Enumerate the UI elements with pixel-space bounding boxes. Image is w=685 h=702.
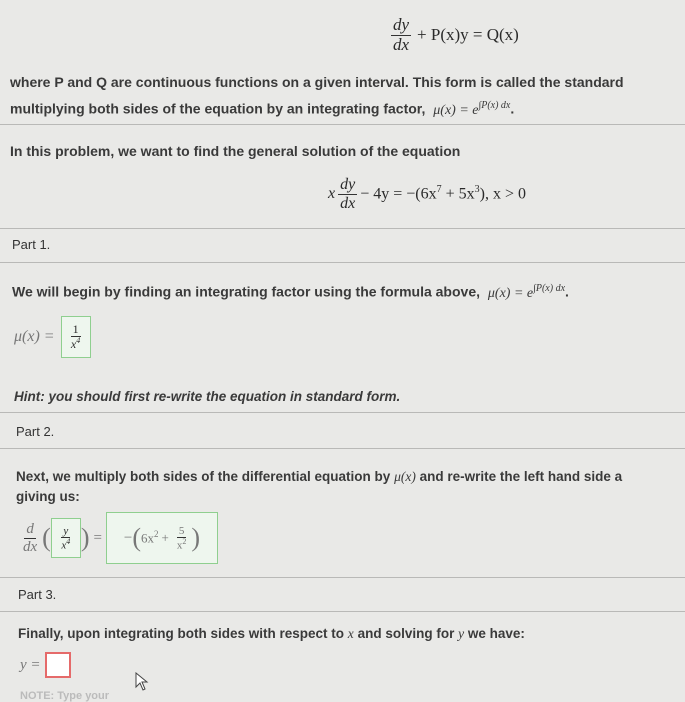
part2-text-2: giving us: [16, 489, 80, 504]
d-dx-text: dx [23, 538, 38, 555]
power-7: 7 [436, 184, 442, 196]
inner-numerator: y [63, 524, 69, 537]
part2-equation [18, 512, 218, 564]
part1-text: We will begin by finding an integrating factor using the formula above, $\mu(x) = e^{\int P(x) dx}$. [12, 283, 569, 301]
dy-text: dy [393, 15, 410, 34]
part1-heading: Part 1. [12, 237, 51, 252]
divider [0, 262, 685, 263]
rhs-frac-num: 5 [178, 524, 185, 537]
part1-answer-row [14, 316, 91, 358]
problem-dy-dx [338, 176, 357, 212]
open-paren: ( [42, 523, 51, 552]
inner-fraction [59, 525, 72, 552]
part1-mu-formula: μ(x) = e [487, 285, 534, 301]
part3-text-b: and solving for [357, 626, 455, 641]
intro-equation [388, 16, 519, 54]
mu-label: μ(x) = [14, 328, 55, 345]
part3-note: NOTE: Type your [20, 690, 110, 702]
problem-plus: + 5x [441, 185, 475, 203]
var-x: x [347, 626, 354, 641]
rhs-minus: − [123, 529, 133, 546]
d-text: d [26, 521, 34, 537]
divider [0, 228, 685, 229]
divider [0, 577, 685, 578]
part3-text-a: Finally, upon integrating both sides with respect to [18, 626, 345, 641]
problem-equation [328, 176, 526, 212]
rhs-plus: + [161, 530, 169, 545]
rhs-fraction [175, 525, 189, 552]
intro-line-1: where P and Q are continuous functions on a given interval. This form is called the standard [10, 74, 624, 90]
part2-text1b: and re-write the left hand side a [419, 469, 623, 484]
rhs-frac-den: x [176, 539, 183, 552]
rhs-close-paren: ) [191, 523, 201, 552]
part1-mu-exponent: ∫P(x) dx [533, 283, 566, 294]
x-coefficient: x [328, 185, 336, 203]
problem-text: In this problem, we want to find the general solution of the equation [10, 143, 461, 159]
divider [0, 611, 685, 612]
mu-formula: μ(x) = e [433, 102, 479, 118]
dy-dx-fraction [391, 16, 411, 54]
intro-line-2: multiplying both sides of the equation by an integrating factor, $\mu(x) = e^{\int P(x) dx}$. [10, 100, 515, 118]
mu-answer-box[interactable] [61, 316, 91, 358]
part2-mu: μ(x) [394, 469, 416, 484]
part3-text-c: we have: [467, 626, 525, 641]
part3-heading: Part 3. [18, 587, 57, 602]
d-dx-fraction [21, 521, 39, 555]
part1-text-content: We will begin by finding an integrating factor using the formula above, [12, 283, 480, 300]
mouse-cursor-icon [135, 672, 151, 697]
part3-text [18, 624, 525, 644]
equals-sign: = [93, 529, 102, 546]
mu-answer-denominator: x [70, 337, 77, 351]
rhs-answer-box[interactable] [106, 512, 218, 564]
mu-answer-fraction [69, 323, 82, 351]
part2-text-1 [16, 467, 622, 487]
rhs-term-text: 6x [141, 530, 155, 546]
part1-hint: Hint: you should first re-write the equation in standard form. [14, 389, 401, 404]
divider [0, 412, 685, 413]
equation-rest: + P(x)y = Q(x) [417, 25, 519, 45]
mu-answer-numerator: 1 [72, 321, 79, 336]
rhs-frac-power: 2 [182, 536, 187, 546]
problem-tail: ), x > 0 [479, 185, 527, 203]
y-answer-input[interactable] [45, 652, 71, 678]
problem-rhs [360, 184, 526, 203]
divider [0, 448, 685, 449]
inner-denominator: x [61, 539, 67, 552]
y-label: y = [20, 656, 41, 673]
var-y: y [458, 626, 465, 641]
inner-answer-box[interactable] [51, 518, 81, 558]
divider [0, 124, 685, 125]
mu-answer-power: 4 [76, 336, 81, 345]
problem-middle: − 4y = −(6x [360, 185, 437, 203]
dx-text: dx [393, 34, 410, 54]
inner-power: 4 [66, 536, 71, 546]
mu-exponent: ∫P(x) dx [478, 100, 511, 111]
rhs-power: 2 [154, 529, 159, 540]
close-paren: ) [80, 523, 90, 552]
power-3: 3 [474, 184, 480, 196]
rhs-term [141, 529, 159, 546]
part2-text1: Next, we multiply both sides of the differential equation by [16, 469, 391, 484]
part3-answer-row [20, 652, 71, 678]
rhs-open-paren: ( [132, 523, 142, 552]
intro-line-2-text: multiplying both sides of the equation by an integrating factor, [10, 100, 426, 117]
problem-dy: dy [340, 176, 356, 193]
problem-dx: dx [340, 194, 356, 212]
part2-heading: Part 2. [16, 424, 55, 439]
